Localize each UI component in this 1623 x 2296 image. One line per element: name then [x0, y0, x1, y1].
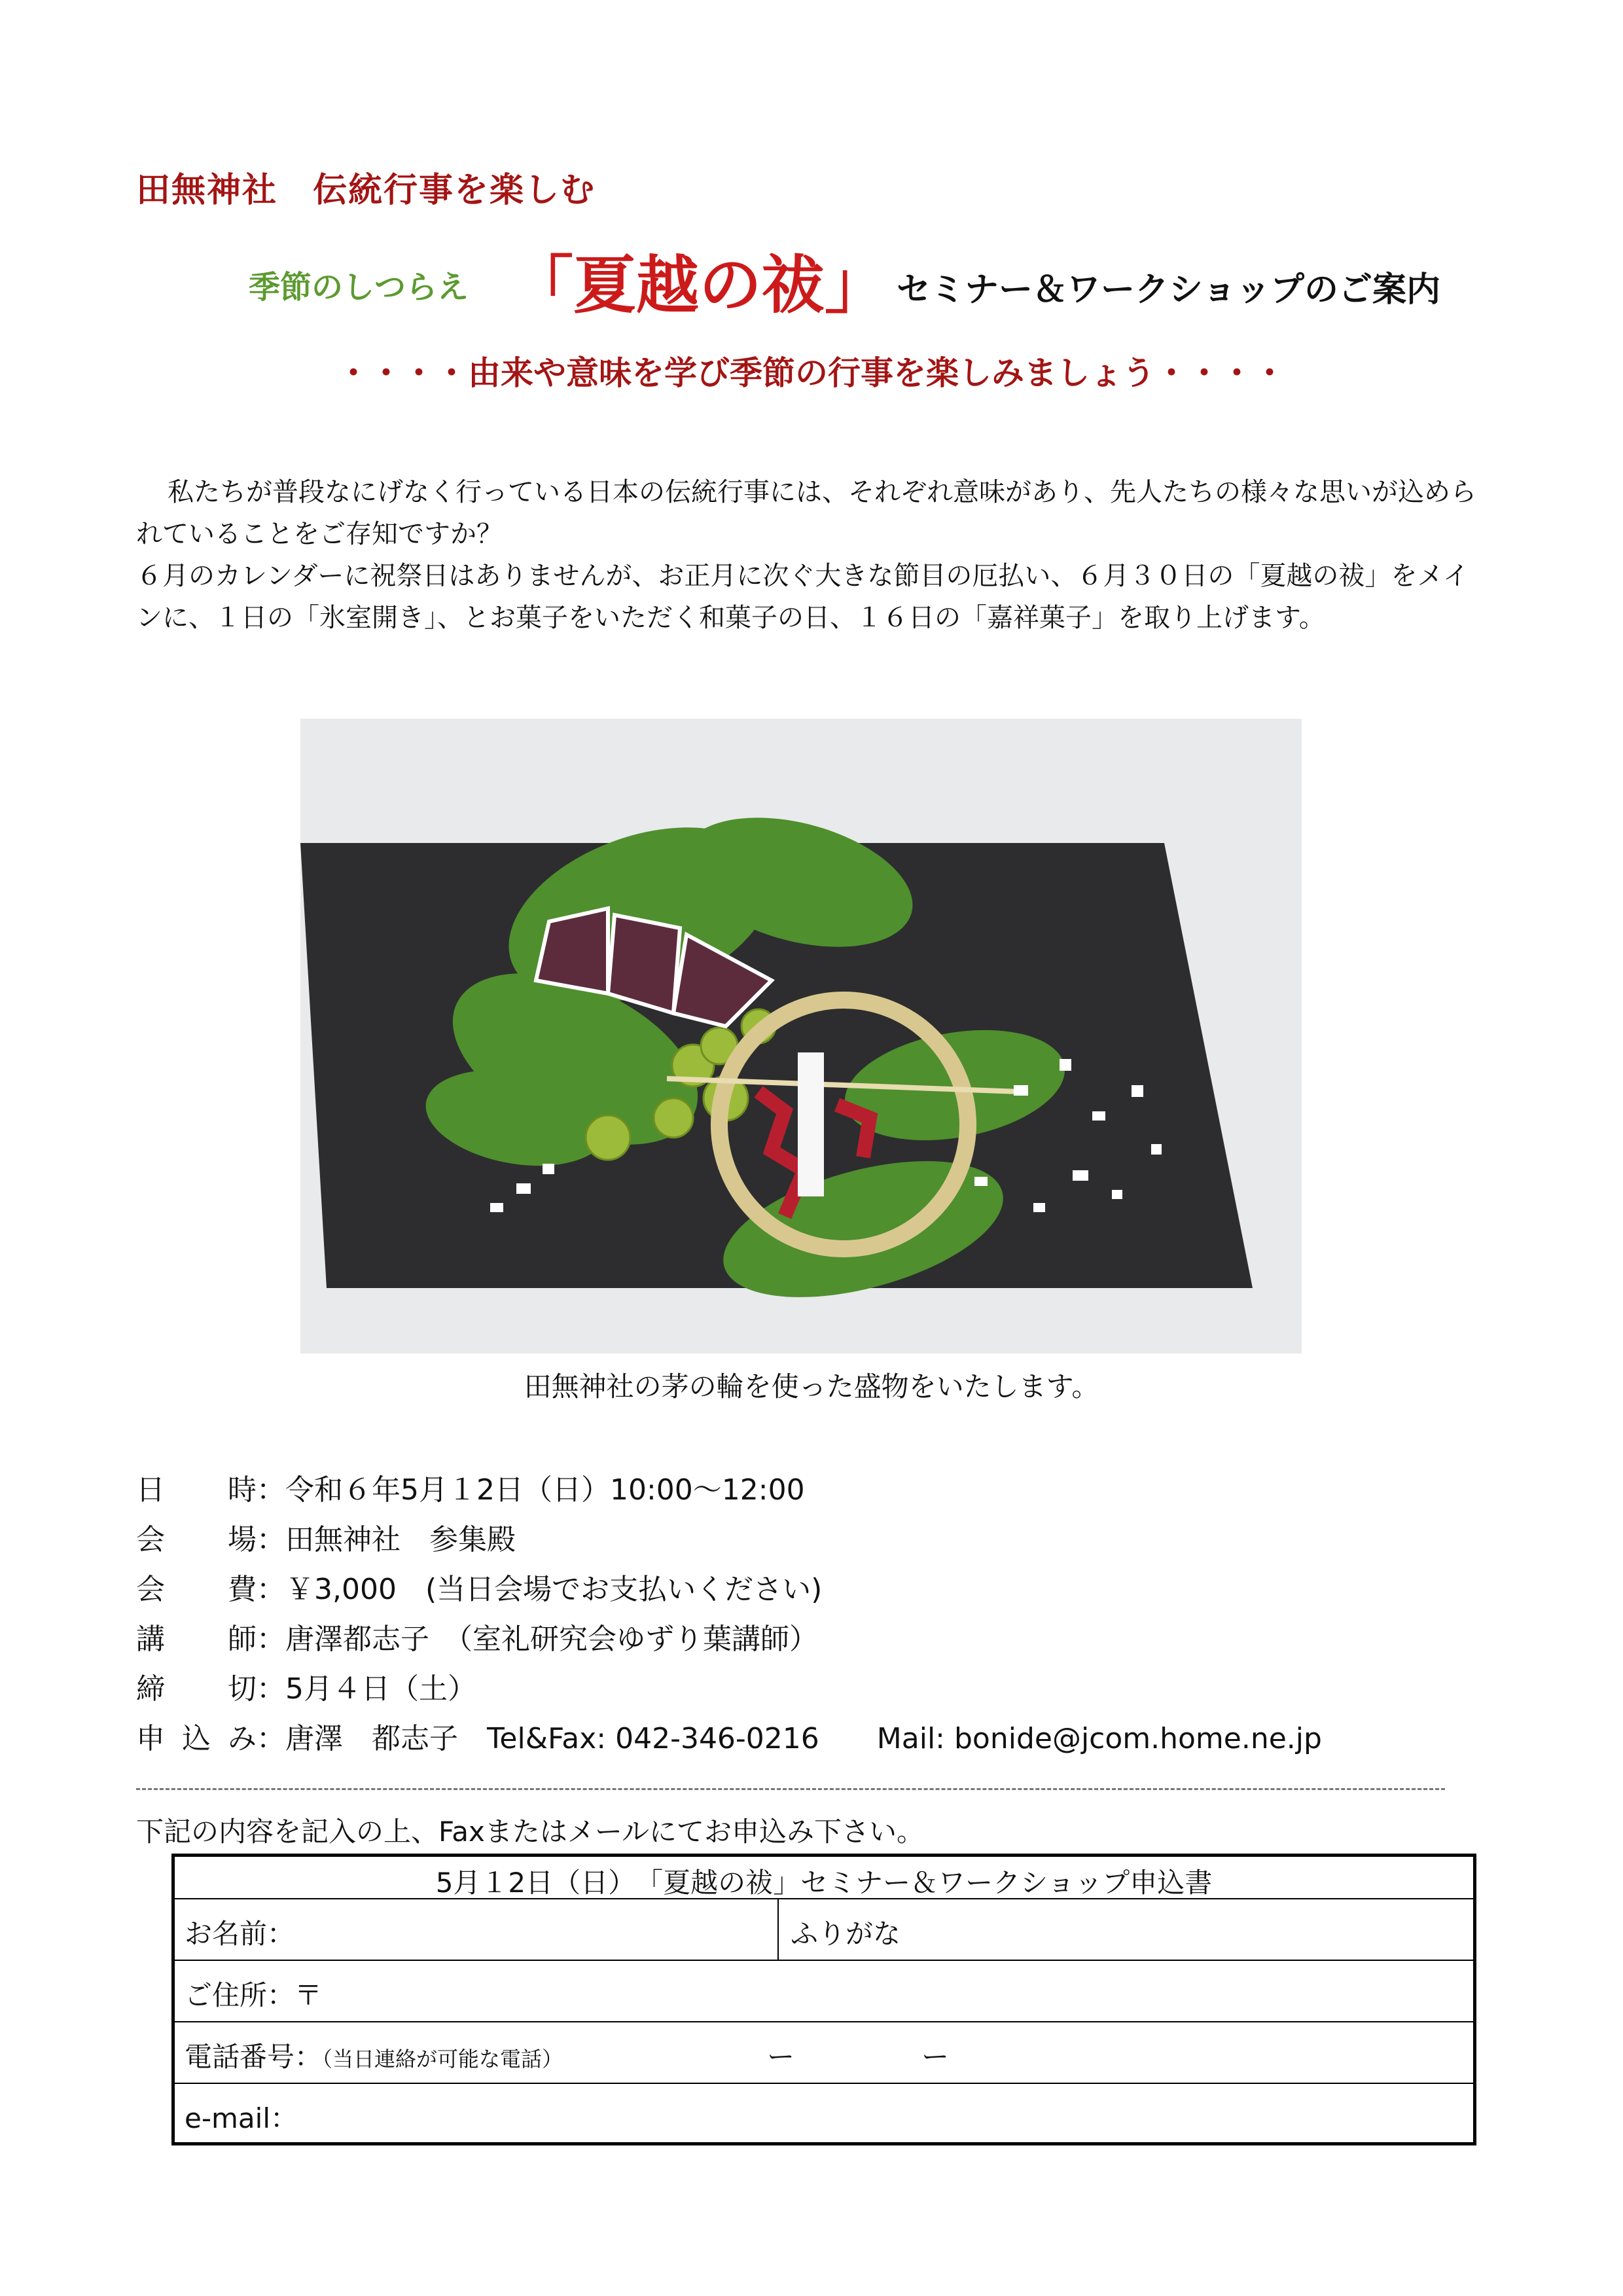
intro-paragraph-2: ６月のカレンダーに祝祭日はありませんが、お正月に次ぐ大きな節目の厄払い、６月３０日の「夏越の祓」をメインに、１日の「氷室開き」、とお菓子をいただく和菓子の日、１６日の「嘉祥菓子」を取り上げます。 — [136, 561, 1469, 633]
photo-caption: 田無神社の茅の輪を使った盛物をいたします。 — [524, 1371, 1099, 1403]
title-prefix: 季節のしつらえ — [249, 269, 469, 306]
apply-mail[interactable]: Mail: bonide@jcom.home.ne.jp — [876, 1722, 1322, 1755]
apply-name: 唐澤 都志子 — [285, 1722, 458, 1755]
detail-fee: 会費：￥3,000 (当日会場でお支払いください) — [136, 1566, 822, 1607]
detail-deadline: 締切：5月４日（土） — [136, 1665, 476, 1707]
detail-fee-value: ￥3,000 (当日会場でお支払いください) — [285, 1573, 823, 1606]
application-form — [171, 1854, 1476, 2145]
detail-instructor: 講師：唐澤都志子 （室礼研究会ゆずり葉講師） — [136, 1615, 818, 1657]
detail-deadline-label: 締切 — [136, 1672, 257, 1706]
form-header: 5月１2日（日） 「夏越の祓」セミナー＆ワークショップ申込書 — [435, 1867, 1213, 1899]
detail-apply-label: 申込み — [136, 1722, 257, 1755]
detail-date: 日時：令和６年5月１2日（日）10:00～12:00 — [136, 1466, 805, 1508]
arrangement-photo — [300, 719, 1302, 1354]
apply-tel: Tel&Fax: 042-346-0216 — [487, 1722, 819, 1755]
intro-text — [136, 471, 1484, 639]
detail-venue-label: 会場 — [136, 1523, 257, 1556]
email-label: e-mail： — [185, 2102, 298, 2134]
phone-dash-1: ー — [767, 2041, 795, 2073]
address-label: ご住所：〒 — [185, 1979, 323, 2011]
phone-dash-2: ー — [921, 2041, 950, 2073]
detail-instructor-label: 講師 — [136, 1623, 257, 1656]
title-suffix: セミナー＆ワークショップのご案内 — [897, 270, 1440, 310]
phone-note: （当日連絡が可能な電話） — [322, 2047, 563, 2072]
org-line: 田無神社 伝統行事を楽しむ — [136, 170, 596, 210]
name-label: お名前： — [185, 1918, 295, 1950]
furigana-label: ふりがな — [791, 1918, 901, 1950]
detail-fee-label: 会費 — [136, 1573, 257, 1606]
intro-paragraph-1: 私たちが普段なにげなく行っている日本の伝統行事には、それぞれ意味があり、先人たちの様々な思いが込められていることをご存知ですか？ — [136, 477, 1476, 549]
detail-venue-value: 田無神社 参集殿 — [285, 1523, 516, 1556]
cut-line — [136, 1788, 1445, 1790]
detail-date-value: 令和６年5月１2日（日）10:00～12:00 — [285, 1473, 805, 1507]
form-note: 下記の内容を記入の上、Faxまたはメールにてお申込み下さい。 — [136, 1816, 925, 1848]
detail-date-label: 日時 — [136, 1473, 257, 1507]
detail-venue: 会場：田無神社 参集殿 — [136, 1516, 516, 1558]
phone-label — [185, 2036, 563, 2075]
detail-deadline-value: 5月４日（土） — [285, 1672, 476, 1706]
phone-label-text: 電話番号： — [185, 2041, 323, 2073]
detail-instructor-value: 唐澤都志子 （室礼研究会ゆずり葉講師） — [285, 1623, 818, 1656]
subtitle: ・・・・由来や意味を学び季節の行事を楽しみましょう・・・・ — [337, 353, 1286, 392]
title-main: 「夏越の祓」 — [510, 248, 887, 322]
detail-apply: 申込み：唐澤 都志子 Tel&Fax: 042-346-0216 Mail: bonide@jcom.home.ne.jp — [136, 1715, 1322, 1757]
